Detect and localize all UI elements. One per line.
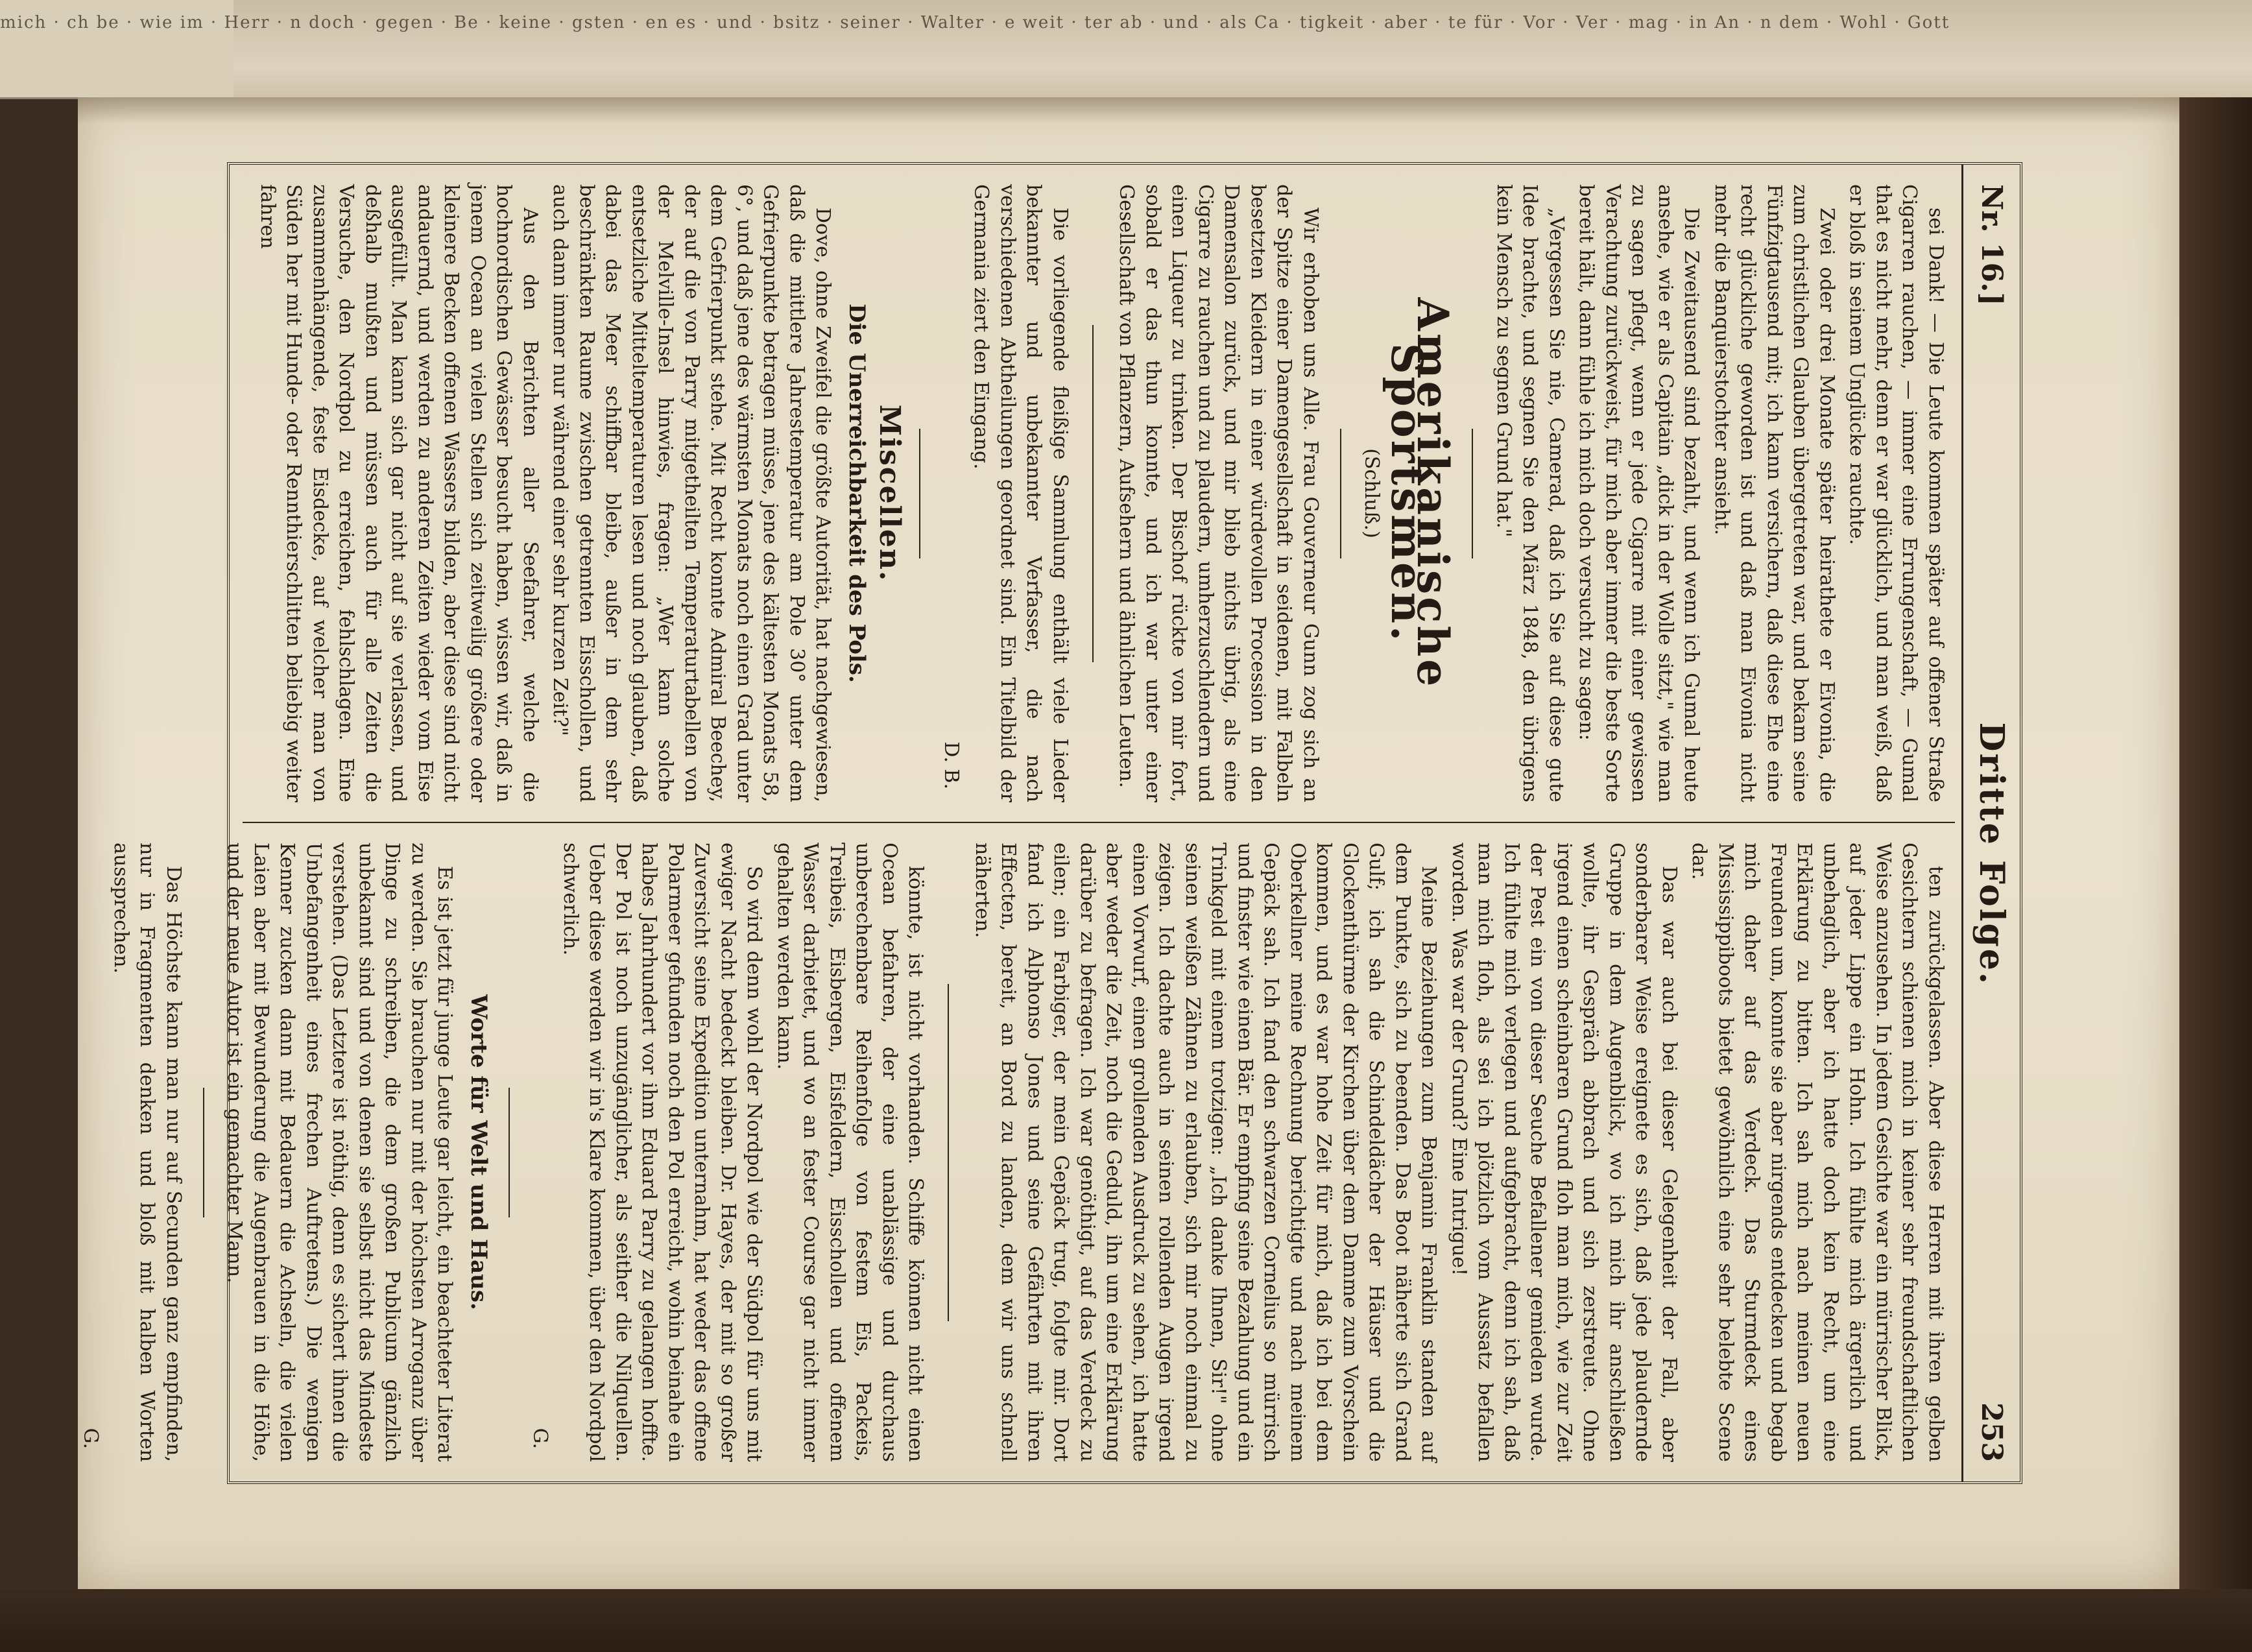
binding-shadow — [78, 97, 2179, 123]
divider — [1472, 429, 1474, 558]
paragraph: sei Dank! — Die Leute kommen später auf offener Straße Cigarren rauchen, — immer eine Errungenschaft, — Gumal that es nicht mehr, denn er war glücklich, und man weiß, daß er bloß in seinem Unglücke rauchte. — [1845, 184, 1947, 802]
paragraph: Es ist jetzt für junge Leute gar leicht, ein beachteter Literat zu werden. Sie brauchen nur mit der höchsten Arroganz über Dinge zu schreiben, die dem großen Publicum gänzlich unbekannt sind und von denen sie selbst nicht das Mindeste verstehen. (Das Letztere ist nöthig, denn es sichert ihnen die Unbefangenheit eines frechen Auftretens.) Die wenigen Kenner zucken dann mit Bedauern die Achseln, die vielen Laien aber mit Bewunderung die Augenbrauen in die Höhe, und der neue Autor ist ein gemachter Mann. — [223, 843, 457, 1462]
previous-page-edge — [0, 0, 2252, 99]
series-title: Dritte Folge. — [1972, 722, 2011, 987]
paragraph: Meine Beziehungen zum Benjamin Franklin standen auf dem Punkte, sich zu beenden. Das Boot näherte sich Grand Gulf; ich sah die Schindeldächer der Häuser und die Glockenthürme der Kirchen über dem Damme zum Vorschein kommen, und es war hohe Zeit für mich, daß ich bei dem Oberkellner meine Rechnung berichtigte und nach meinem Gepäck sah. Ich fand den schwarzen Cornelius so mürrisch und finster wie einen Bär. Er empfing seine Bezahlung und ein Trinkgeld mit einem trotzigen: „Ich danke Ihnen, Sir!" ohne seinen weißen Zähnen zu erlauben, sich mir noch einmal zu zeigen. Ich dachte auch in seinen rollenden Augen irgend einen Vorwurf, einen grollenden Ausdruck zu sehen, ich hatte aber weder die Zeit, noch die Geduld, ihn um eine Erklärung darüber zu befragen. Ich war genöthigt, auf das Verdeck zu eilen; ein Farbiger, der mein Gepäck trug, folgte mir. Dort fand ich Alphonso Jones und seine Gefährten mit ihren Effecten, bereit, an Bord zu landen, dem wir uns schnell näherten. — [971, 843, 1441, 1462]
right-column — [79, 823, 1955, 1481]
article-title: Amerikanische Sportsmen. — [1382, 297, 1459, 689]
previous-page-text: mich · ch be · wie im · Herr · n doch · gegen · Be · keine · gsten · en es · und · bsitz · seiner · Walter · e weit · ter ab · und · als Ca · tigkeit · aber · te für · Vor · Ver · mag · in An · n dem · Wohl · Gott — [0, 13, 1950, 32]
paragraph: könnte, ist nicht vorhanden. Schiffe können nicht einen Ocean befahren, der eine unablässige und durchaus unberechenbare Reihenfolge von festem Eis, Packeis, Treibeis, Eisbergen, Eisfeldern, Eisschollen und offenem Wasser darbietet, und wo an fester Course gar nicht immer gehalten werden kann. — [773, 843, 928, 1462]
section-title: Miscellen. — [873, 404, 907, 582]
page-number: 253 — [1975, 1402, 2008, 1462]
left-column — [243, 165, 1955, 823]
section-subtitle: Worte für Welt und Haus. — [466, 994, 492, 1310]
paragraph: Das Höchste kann man nur auf Secunden ganz empfinden, nur in Fragmenten denken und bloß mit halben Worten aussprechen. — [110, 843, 185, 1462]
words-signature: G. — [79, 1428, 102, 1449]
book-notice: Die vorliegende fleißige Sammlung enthält viele Lieder bekannter und unbekannter Verfasser, die nach verschiedenen Abtheilungen geordnet sind. Ein Titelbild der Germania ziert den Eingang. — [970, 184, 1072, 802]
page-frame — [79, 162, 2022, 1484]
background-edge — [0, 1589, 2252, 1652]
book-cover-edge — [2179, 97, 2252, 1652]
page-header — [1961, 165, 2020, 1481]
paragraph: Wir erhoben uns Alle. Frau Gouverneur Gunn zog sich an der Spitze einer Damengesellschaft in seidenen, mit Falbeln besetzten Kleidern in einer würdevollen Procession in den Damensalon zurück, und mir blieb nichts übrig, als eine Cigarre zu rauchen und zu plaudern, umherzuschlendern und einen Liqueur zu trinken. Der Bischof rückte von mir fort, sobald er das thun konnte, und ich war unter einer Gesellschaft von Pflanzern, Aufsehern und ähnlichen Leuten. — [1115, 184, 1322, 802]
paragraph: Dove, ohne Zweifel die größte Autorität, hat nachgewiesen, daß die mittlere Jahrestemperatur am Pole 30° unter dem Gefrierpunkte betragen müsse, jene des kältesten Monats 58, 6°, und daß jene des wärmsten Monats noch einen Grad unter dem Gefrierpunkt stehe. Mit Recht konnte Admiral Beechey, der auf die von Parry mitgetheilten Temperaturtabellen von der Melville-Insel hinwies, fragen: „Wer kann solche entsetzliche Mitteltemperaturen lesen und noch glauben, daß dabei das Meer schiffbar bleibe, außer in dem sehr beschränkten Raume zwischen getrennten Eisschollen, und auch dann immer nur während einer sehr kurzen Zeit?" — [549, 184, 835, 802]
book-page — [78, 97, 2179, 1589]
article-subtitle: (Schluß.) — [1360, 448, 1384, 538]
divider — [509, 1088, 510, 1217]
divider — [1340, 429, 1341, 558]
issue-number: Nr. 16.] — [1975, 184, 2008, 306]
divider — [948, 984, 950, 1321]
paragraph: Die Zweitausend sind bezahlt, und wenn ich Gumal heute ansehe, wie er als Capitain „dick in der Wolle sitzt," wie man zu sagen pflegt, wenn er jede Cigarre mit einer gewissen Verachtung zurückweist, für mich aber immer die beste Sorte bereit hält, dann fühle ich mich doch versucht zu sagen: — [1575, 184, 1703, 802]
divider — [203, 1088, 204, 1217]
section-subtitle: Die Unerreichbarkeit des Pols. — [844, 304, 870, 683]
paragraph: ten zurückgelassen. Aber diese Herren mit ihren gelben Gesichtern schienen mich in keiner sehr freundschaftlichen Weise anzusehen. In jedem Gesichte war ein mürrischer Blick, auf jeder Lippe ein Hohn. Ich fühlte mich ärgerlich und unbehaglich, aber ich hatte doch kein Recht, um eine Erklärung zu bitten. Ich sah mich nach meinen neuen Freunden um, konnte sie aber nirgends entdecken und begab mich daher auf das Verdeck. Das Sturmdeck eines Mississippiboots bietet gewöhnlich eine sehr belebte Scene dar. — [1688, 843, 1947, 1462]
paragraph: Aus den Berichten aller Seefahrer, welche die hochnordischen Gewässer besucht haben, wissen wir, daß in jenem Ocean an vielen Stellen sich zeitweilig größere oder kleinere Becken offenen Wassers bilden, aber diese sind nicht andauernd, und werden zu anderen Zeiten wieder vom Eise ausgefüllt. Man kann sich gar nicht auf sie verlassen, und deßhalb mußten und müssen auch für alle Zeiten die Versuche, den Nordpol zu erreichen, fehlschlagen. Eine zusammenhängende, feste Eisdecke, auf welcher man von Süden her mit Hunde- oder Rennthierschlitten beliebig weiter fahren — [256, 184, 542, 802]
rotated-page-content — [79, 165, 2020, 1481]
paragraph: So wird denn wohl der Nordpol wie der Südpol für uns mit ewiger Nacht bedeckt bleiben. Dr. Hayes, der mit so großer Zuversicht seine Expedition unternahm, hat weder das offene Polarmeer gefunden noch den Pol erreicht, wohin beinahe ein halbes Jahrhundert vor ihm Eduard Parry zu gelangen hoffte. Der Pol ist noch unzugänglicher, als seither die Nilquellen. Ueber diese werden wir in's Klare kommen, über den Nordpol schwerlich. — [559, 843, 766, 1462]
paragraph: „Vergessen Sie nie, Camerad, daß ich Sie auf diese gute Idee brachte, und segnen Sie den März 1848, den übrigens kein Mensch zu segnen Grund hat." — [1492, 184, 1568, 802]
divider — [920, 429, 921, 558]
article-heading — [1358, 184, 1459, 802]
notice-signature: D. B. — [940, 741, 963, 789]
misc-signature: G. — [529, 1428, 552, 1449]
paragraph: Das war auch bei dieser Gelegenheit der Fall, aber sonderbarer Weise ereignete es sich, daß jede plaudernde Gruppe in dem Augenblick, wo ich mich ihr anschließen wollte, ihr Gespräch abbrach und sich zerstreute. Ohne irgend einen scheinbaren Grund floh man mich, wie zur Zeit der Pest ein von dieser Seuche Befallener gemieden wurde. Ich fühlte mich verlegen und aufgebracht, denn ich sah, daß man mich floh, als sei ich plötzlich vom Aussatz befallen worden. Was war der Grund? Eine Intrigue! — [1448, 843, 1681, 1462]
divider — [1092, 325, 1094, 662]
text-columns — [79, 165, 1955, 1481]
paragraph: Zwei oder drei Monate später heirathete er Eivonia, die zum christlichen Glauben übergetreten war, und bekam seine Fünfzigtausend mit; ich kann versichern, daß diese Ehe eine recht glückliche geworden ist und daß man Eivonia nicht mehr die Banquierstochter ansieht. — [1710, 184, 1838, 802]
